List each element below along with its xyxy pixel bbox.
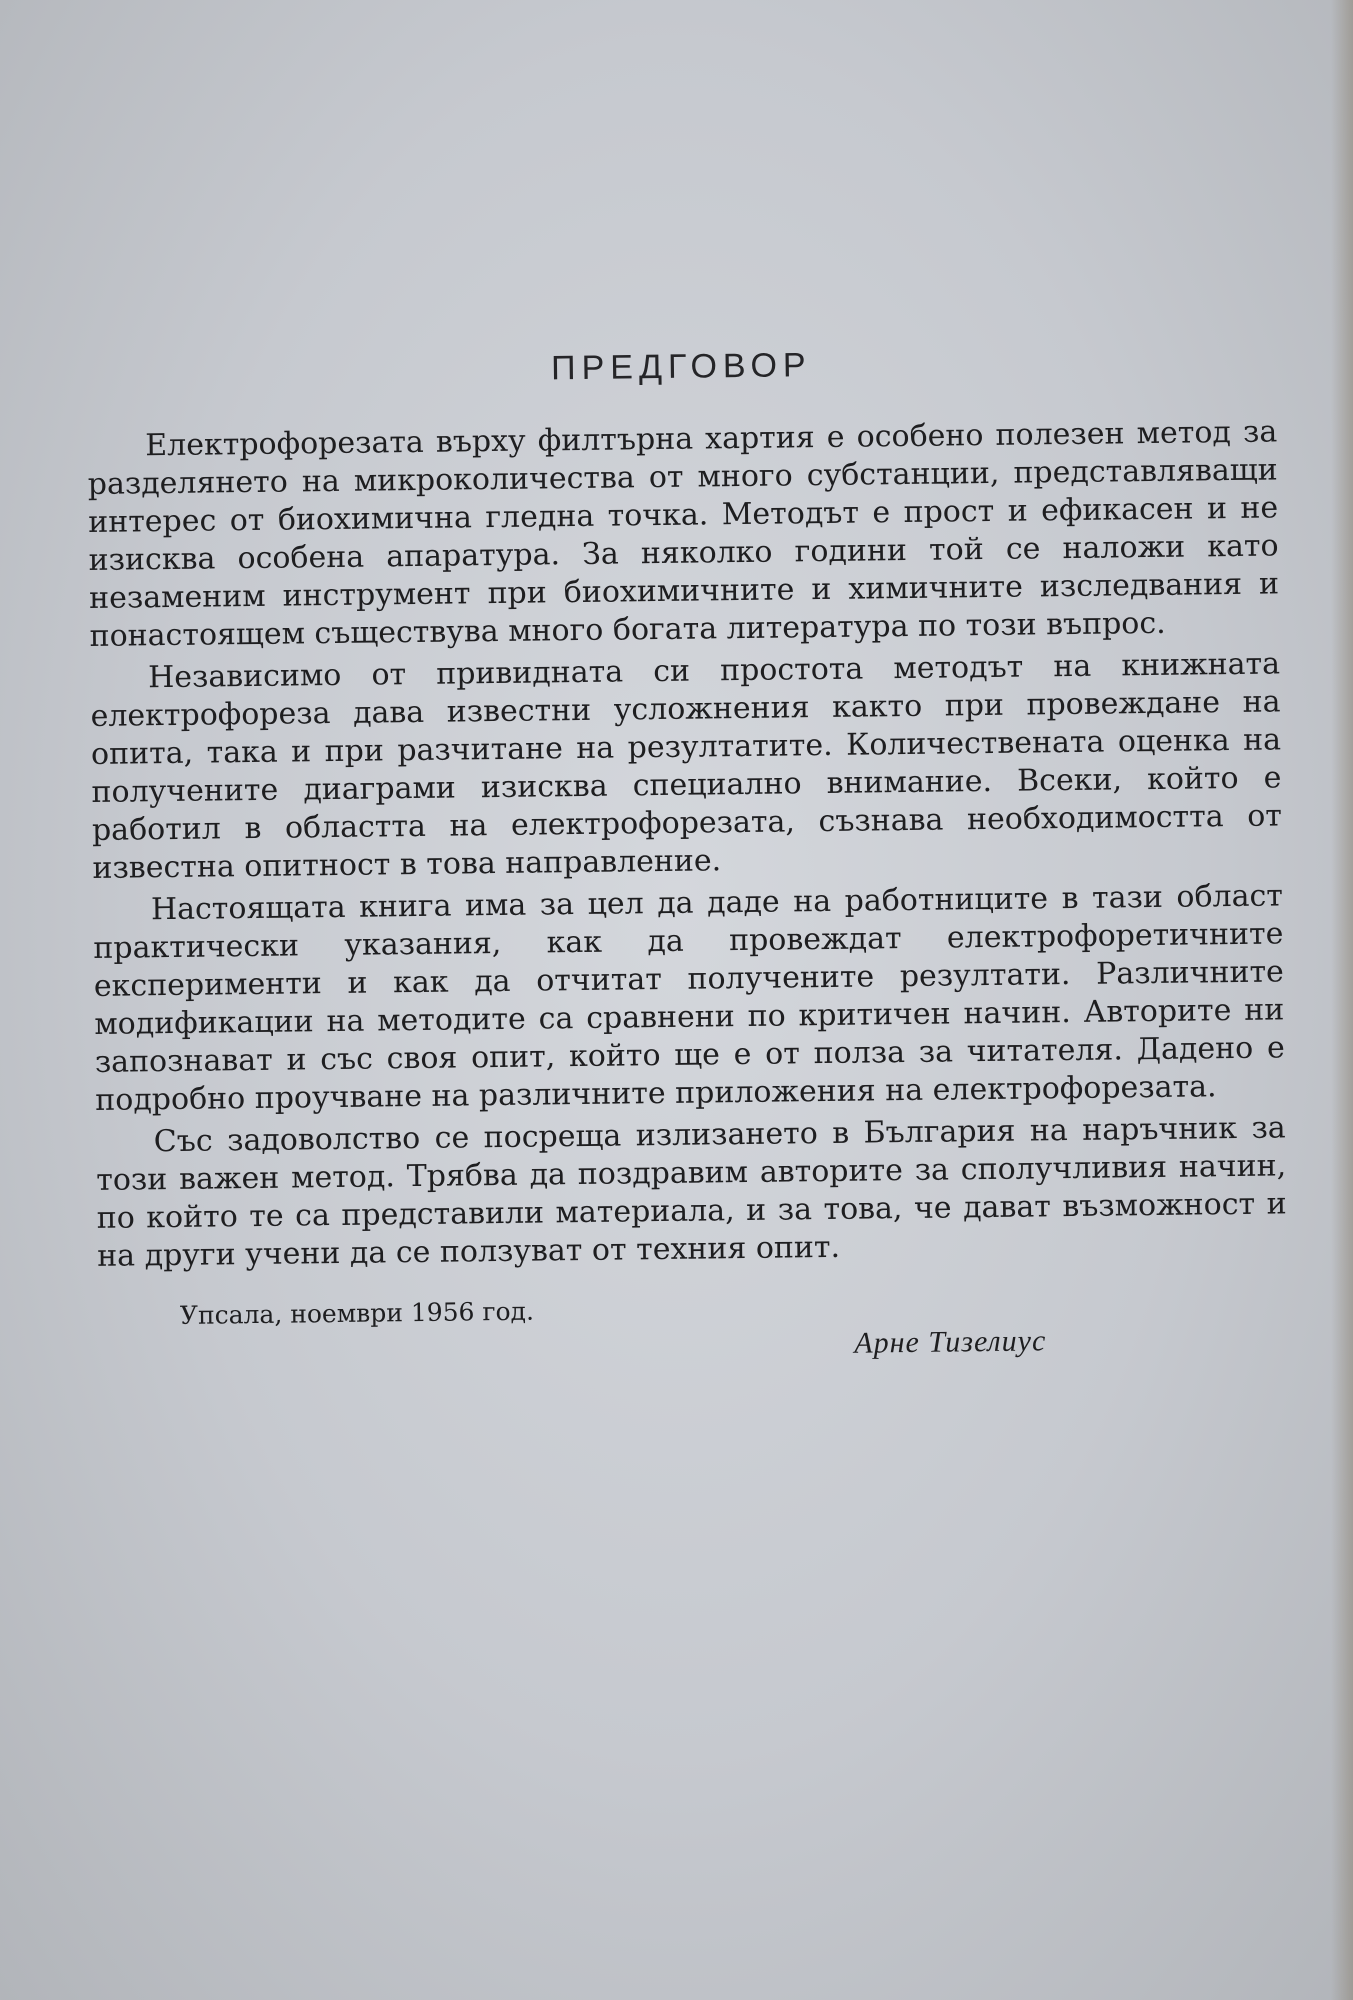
paragraph-3: Настоящата книга има за цел да даде на работниците в тази област практически указания, как да провеждат електрофоретичните експерименти и как да отчитат получените резултати. Различните модификации на методите са сравнени по критичен начин. Авторите ни запознават и със своя опит, който ще е от полза за читателя. Дадено е подробно проучване на различните приложения на електрофорезата. — [93, 878, 1285, 1118]
paragraph-1: Електрофорезата върху филтърна хартия е особено полезен метод за разделянето на микроколичества от много субстанции, представляващи интерес от биохимична гледна точка. Методът е прост и ефикасен и не изисква особена апаратура. За няколко години той се наложи като незаменим инструмент при биохимичните и химичните изследвания и понастоящем съществува много богата литература по този въпрос. — [87, 414, 1280, 654]
paragraph-4: Със задоволство се посреща излизането в България на наръчник за този важен метод. Трябва да поздравим авторите за сполучливия начин, по който те са представили материала, и за това, че дават възможност и на други учени да се ползуват от техния опит. — [96, 1110, 1287, 1274]
preface-text-block — [86, 325, 1289, 1373]
author-signature: Арне Тизелиус — [854, 1324, 1047, 1360]
page-edge-shadow — [1331, 0, 1353, 2000]
paragraph-2: Независимо от привидната си простота методът на книжната електрофореза дава известни усложнения както при провеждане на опита, така и при разчитане на резултатите. Количествената оценка на получените диаграми изисква специално внимание. Всеки, който е работил в областта на електрофорезата, съзнава необходимостта от известна опитност в това направление. — [90, 646, 1283, 886]
closing-section — [98, 1279, 1289, 1374]
page-title: ПРЕДГОВОР — [550, 346, 812, 388]
place-date: Упсала, ноември 1956 год. — [179, 1296, 535, 1330]
